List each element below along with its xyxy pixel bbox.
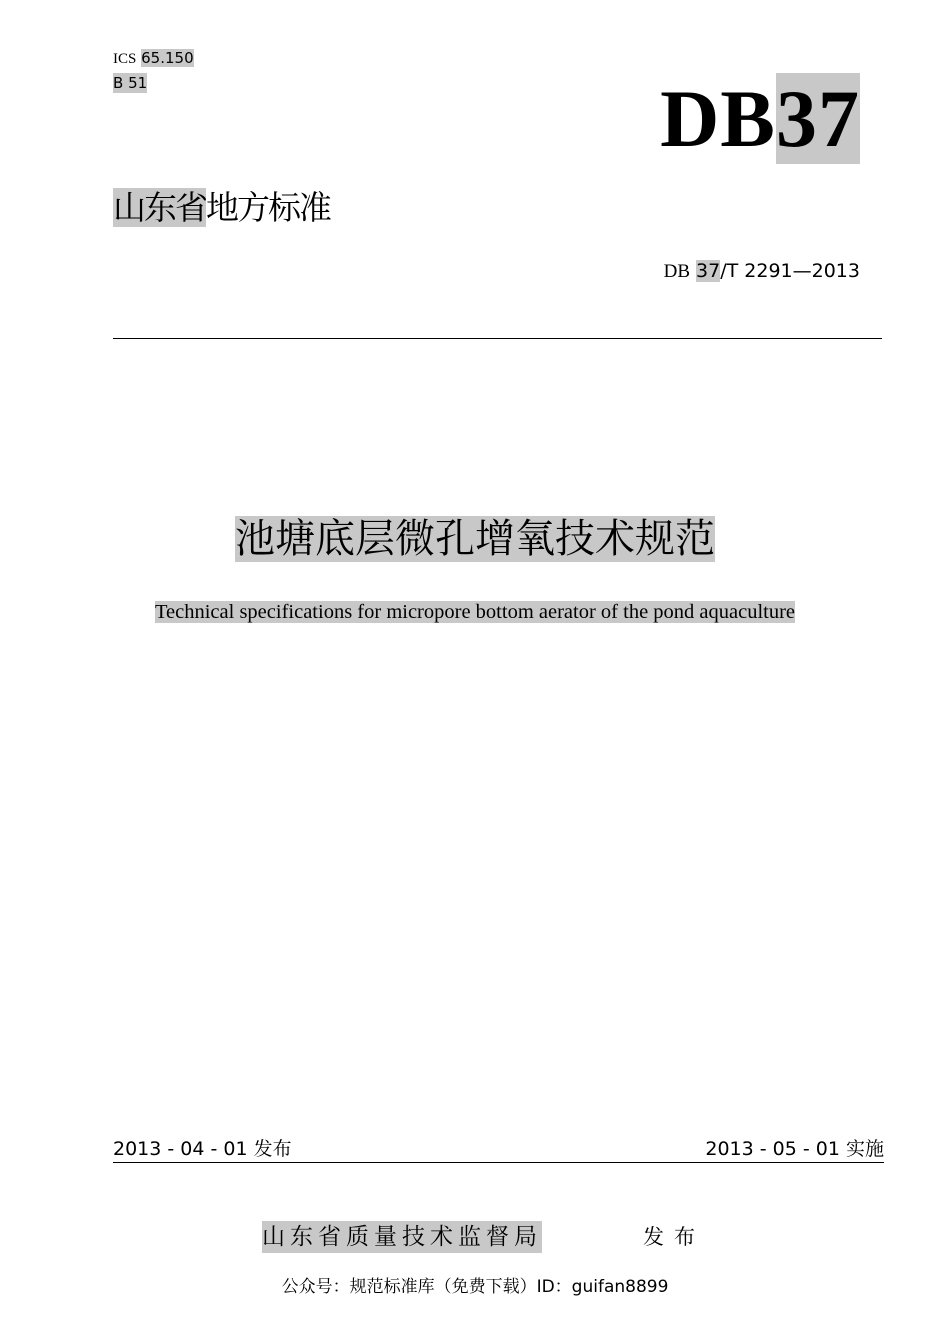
top-divider bbox=[113, 338, 882, 339]
standard-type bbox=[113, 186, 330, 230]
db-logo-province-code: 37 bbox=[776, 73, 860, 164]
standard-number-suffix: /T 2291—2013 bbox=[720, 260, 860, 282]
db-standard-logo bbox=[660, 75, 860, 163]
bottom-divider bbox=[113, 1162, 884, 1163]
ccs-code: 51 bbox=[128, 74, 148, 92]
standard-number-province: 37 bbox=[696, 260, 721, 282]
ics-classification bbox=[113, 48, 194, 69]
implementation-date: 2013 - 05 - 01 实施 bbox=[705, 1138, 884, 1160]
standard-number bbox=[664, 258, 860, 285]
ccs-letter: B bbox=[113, 74, 124, 92]
db-logo-prefix: DB bbox=[660, 73, 776, 164]
standard-type-rest: 地方标准 bbox=[206, 188, 330, 227]
issuer-action: 发布 bbox=[643, 1225, 705, 1249]
ics-label: ICS bbox=[113, 51, 137, 67]
title-english-wrap bbox=[0, 598, 950, 626]
title-english: Technical specifications for micropore bottom aerator of the pond aquaculture bbox=[154, 601, 796, 623]
issuer-name: 山东省质量技术监督局 bbox=[262, 1221, 542, 1253]
standard-type-province: 山东省 bbox=[113, 188, 206, 227]
footer-note: 公众号：规范标准库（免费下载）ID：guifan8899 bbox=[281, 1277, 669, 1297]
title-chinese: 池塘底层微孔增氧技术规范 bbox=[235, 516, 715, 562]
standard-number-prefix: DB bbox=[663, 261, 690, 282]
title-chinese-wrap bbox=[0, 512, 950, 566]
issue-date: 2013 - 04 - 01 发布 bbox=[113, 1138, 292, 1160]
ics-code: 65.150 bbox=[141, 49, 194, 67]
ccs-classification bbox=[113, 73, 147, 93]
